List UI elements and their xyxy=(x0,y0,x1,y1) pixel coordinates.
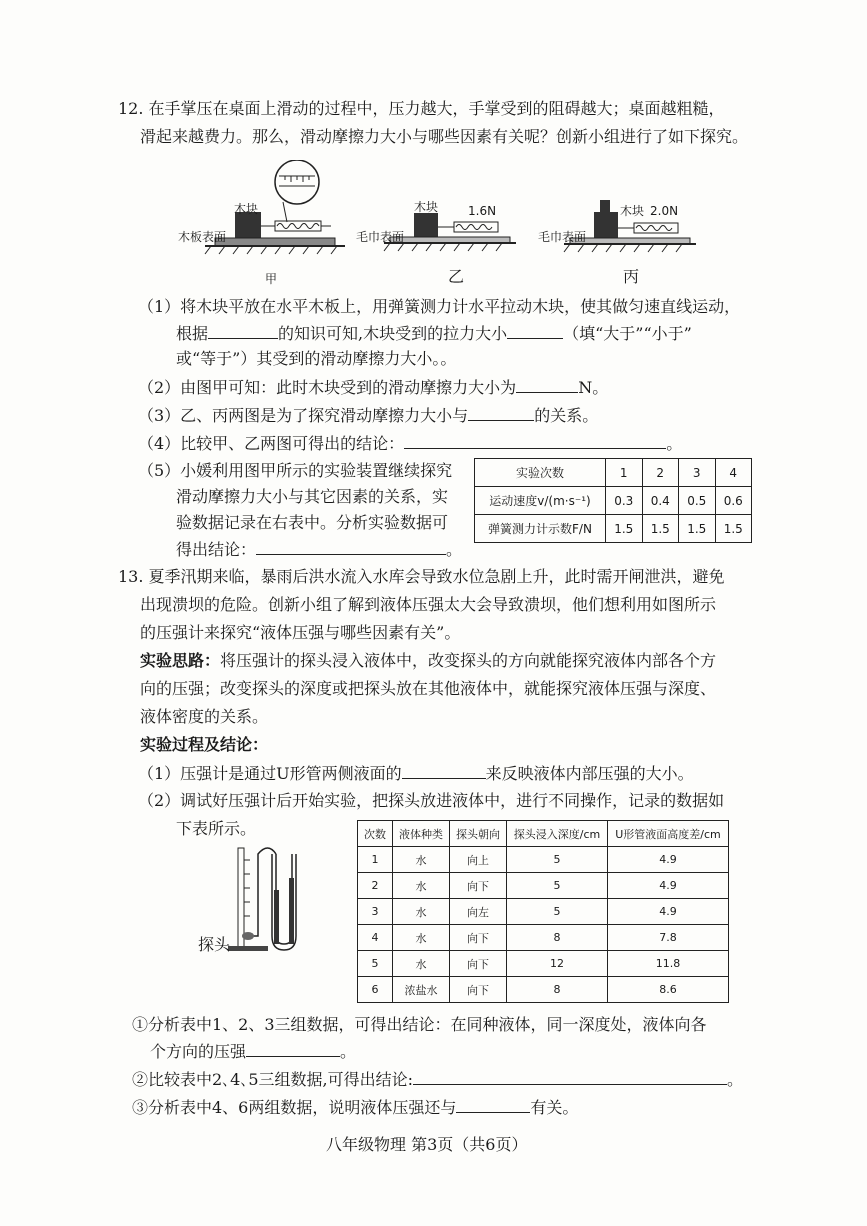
table-cell: 12 xyxy=(507,951,608,977)
table-cell: 0.6 xyxy=(715,487,752,515)
figure-jia-block-label: 木块 xyxy=(234,202,259,216)
text-fragment: 的知识可知,木块受到的拉力大小 xyxy=(278,324,508,343)
text-fragment: 得出结论： xyxy=(176,540,257,559)
answer-blank-depth[interactable] xyxy=(413,1068,727,1085)
figure-jia-surface-label: 木板表面 xyxy=(178,230,227,244)
text-fragment: 。 xyxy=(340,1042,357,1061)
figure-bing-surface-label: 毛巾表面 xyxy=(538,230,587,244)
q12-intro-line1: 12. 在手掌压在桌面上滑动的过程中，压力越大，手掌受到的阻碍越大；桌面越粗糙， xyxy=(118,99,725,118)
table-cell: 4 xyxy=(715,459,752,487)
table-cell: 5 xyxy=(507,847,608,873)
q12-part1-line2 xyxy=(176,322,692,345)
table-cell: 水 xyxy=(393,899,450,925)
page-footer: 八年级物理 第3页（共6页） xyxy=(326,1135,528,1154)
q13-intro-line3: 的压强计来探究“液体压强与哪些因素有关”。 xyxy=(140,623,461,642)
text-fragment: N。 xyxy=(578,378,609,397)
table-cell: 1.5 xyxy=(679,515,716,543)
q12-part4 xyxy=(138,432,682,455)
table-cell: 浓盐水 xyxy=(393,977,450,1003)
figure-jia-caption: 甲 xyxy=(265,272,278,286)
table-cell: 0.4 xyxy=(642,487,679,515)
table-cell: 2 xyxy=(358,873,393,899)
figure-yi-block-label: 木块 xyxy=(414,200,439,214)
table-row xyxy=(358,925,729,951)
q13-process-label: 实验过程及结论： xyxy=(140,735,269,754)
q13-conclusion3 xyxy=(132,1096,578,1119)
figure-yi-force-label: 1.6N xyxy=(468,204,497,218)
q13-conclusion1-line1: ①分析表中1、2、3三组数据，可得出结论：在同种液体，同一深度处，液体向各 xyxy=(132,1015,707,1034)
table-cell: 5 xyxy=(358,951,393,977)
text-fragment: ③分析表中4、6两组数据，说明液体压强还与 xyxy=(132,1098,457,1117)
text-fragment: 。 xyxy=(666,434,683,453)
table-cell: 2 xyxy=(642,459,679,487)
table-header-row xyxy=(358,821,729,847)
text-fragment: （2）由图甲可知：此时木块受到的滑动摩擦力大小为 xyxy=(138,378,517,397)
table-row xyxy=(358,951,729,977)
table-cell: 7.8 xyxy=(608,925,729,951)
text-fragment: 有关。 xyxy=(530,1098,579,1117)
table-row xyxy=(475,487,752,515)
table-row xyxy=(358,847,729,873)
table-cell: 向左 xyxy=(450,899,507,925)
table-row-label: 运动速度v/(m·s⁻¹) xyxy=(475,487,606,515)
table-header: U形管液面高度差/cm xyxy=(608,821,729,847)
answer-blank-factor[interactable] xyxy=(468,404,534,421)
table-cell: 水 xyxy=(393,925,450,951)
text-fragment: 将压强计的探头浸入液体中，改变探头的方向就能探究液体内部各个方 xyxy=(220,651,717,670)
table-cell: 向下 xyxy=(450,925,507,951)
answer-blank-conclusion-5[interactable] xyxy=(256,538,446,555)
answer-blank-conclusion-4[interactable] xyxy=(404,432,666,449)
figure-yi-surface-label: 毛巾表面 xyxy=(356,230,405,244)
text-fragment: 的关系。 xyxy=(534,406,599,425)
q13-part2-line1: （2）调试好压强计后开始实验，把探头放进液体中，进行不同操作，记录的数据如 xyxy=(138,791,725,810)
table-cell: 11.8 xyxy=(608,951,729,977)
text-fragment: （4）比较甲、乙两图可得出的结论： xyxy=(138,434,405,453)
table-cell: 4 xyxy=(358,925,393,951)
q12-part5-line3: 验数据记录在右表中。分析实验数据可 xyxy=(176,513,449,532)
text-fragment: 。 xyxy=(727,1070,744,1089)
table-cell: 5 xyxy=(507,873,608,899)
table-row xyxy=(358,899,729,925)
text-fragment: ②比较表中2､4､5三组数据,可得出结论: xyxy=(132,1070,414,1089)
q12-part2 xyxy=(138,376,608,399)
speed-data-table xyxy=(474,458,752,543)
figure-yi-caption: 乙 xyxy=(448,267,465,286)
table-cell: 3 xyxy=(358,899,393,925)
q13-conclusion1-line2 xyxy=(150,1040,356,1063)
q13-conclusion2 xyxy=(132,1068,743,1091)
q12-part3 xyxy=(138,404,598,427)
table-header: 探头朝向 xyxy=(450,821,507,847)
table-cell: 3 xyxy=(679,459,716,487)
table-header: 液体种类 xyxy=(393,821,450,847)
text-fragment: 来反映液体内部压强的大小。 xyxy=(485,764,694,783)
q12-intro-line2: 滑起来越费力。那么，滑动摩擦力大小与哪些因素有关呢？创新小组进行了如下探究。 xyxy=(140,127,749,146)
q12-part1-line3: 或“等于”）其受到的滑动摩擦力大小。。 xyxy=(176,349,457,368)
table-row xyxy=(475,515,752,543)
table-cell: 水 xyxy=(393,873,450,899)
table-cell: 8 xyxy=(507,977,608,1003)
answer-blank-direction[interactable] xyxy=(246,1040,340,1057)
table-cell: 水 xyxy=(393,951,450,977)
table-cell: 8 xyxy=(507,925,608,951)
q12-part5-line4 xyxy=(176,538,462,561)
table-cell: 6 xyxy=(358,977,393,1003)
table-header: 探头浸入深度/cm xyxy=(507,821,608,847)
answer-blank-knowledge[interactable] xyxy=(208,322,278,339)
table-cell: 向下 xyxy=(450,951,507,977)
q12-part1-line1: （1）将木块平放在水平木板上，用弹簧测力计水平拉动木块，使其做匀速直线运动， xyxy=(138,297,741,316)
table-row xyxy=(358,873,729,899)
table-cell: 向上 xyxy=(450,847,507,873)
section-label: 实验思路： xyxy=(140,651,221,670)
table-cell: 1 xyxy=(358,847,393,873)
q12-part5-line1: （5）小媛利用图甲所示的实验装置继续探究 xyxy=(138,461,453,480)
table-cell: 4.9 xyxy=(608,873,729,899)
table-cell: 1 xyxy=(606,459,643,487)
text-fragment: （1）压强计是通过U形管两侧液面的 xyxy=(138,764,402,783)
table-cell: 0.3 xyxy=(606,487,643,515)
q13-intro-line2: 出现溃坝的危险。创新小组了解到液体压强太大会导致溃坝，他们想利用如图所示 xyxy=(140,595,717,614)
q13-idea-line2: 向的压强；改变探头的深度或把探头放在其他液体中，就能探究液体压强与深度、 xyxy=(140,679,717,698)
q13-part2-line2: 下表所示。 xyxy=(176,819,257,838)
probe-label: 探头 xyxy=(198,935,231,954)
answer-blank-compare[interactable] xyxy=(507,322,563,339)
table-row-label: 弹簧测力计示数F/N xyxy=(475,515,606,543)
table-row xyxy=(358,977,729,1003)
answer-blank-height-diff[interactable] xyxy=(402,762,486,779)
q12-part5-line2: 滑动摩擦力大小与其它因素的关系，实 xyxy=(176,487,449,506)
table-cell: 0.5 xyxy=(679,487,716,515)
q13-idea-line3: 液体密度的关系。 xyxy=(140,707,269,726)
table-cell: 4.9 xyxy=(608,899,729,925)
q13-intro-line1: 13. 夏季汛期来临，暴雨后洪水流入水库会导致水位急剧上升，此时需开闸泄洪，避免 xyxy=(118,567,725,586)
q13-part1 xyxy=(138,762,694,785)
answer-blank-friction[interactable] xyxy=(516,376,578,393)
figure-jia xyxy=(175,160,355,280)
text-fragment: 个方向的压强 xyxy=(150,1042,247,1061)
figure-bing-force-label: 2.0N xyxy=(650,204,679,218)
table-cell: 5 xyxy=(507,899,608,925)
figure-jia-drawing xyxy=(175,160,355,280)
q13-idea-line1 xyxy=(140,650,716,672)
table-row xyxy=(475,459,752,487)
table-row-label: 实验次数 xyxy=(475,459,606,487)
table-cell: 1.5 xyxy=(642,515,679,543)
figure-bing-caption: 丙 xyxy=(623,267,640,286)
table-cell: 向下 xyxy=(450,977,507,1003)
figure-bing-block-label: 木块 xyxy=(620,204,645,218)
table-cell: 4.9 xyxy=(608,847,729,873)
table-cell: 1.5 xyxy=(606,515,643,543)
text-fragment: （填“大于”“小于” xyxy=(563,324,692,343)
text-fragment: 根据 xyxy=(176,324,209,343)
table-cell: 1.5 xyxy=(715,515,752,543)
table-cell: 8.6 xyxy=(608,977,729,1003)
text-fragment: （3）乙、丙两图是为了探究滑动摩擦力大小与 xyxy=(138,406,469,425)
answer-blank-density[interactable] xyxy=(456,1096,530,1113)
pressure-data-table xyxy=(357,820,729,1003)
text-fragment: 。 xyxy=(446,540,463,559)
table-header: 次数 xyxy=(358,821,393,847)
table-cell: 水 xyxy=(393,847,450,873)
table-cell: 向下 xyxy=(450,873,507,899)
